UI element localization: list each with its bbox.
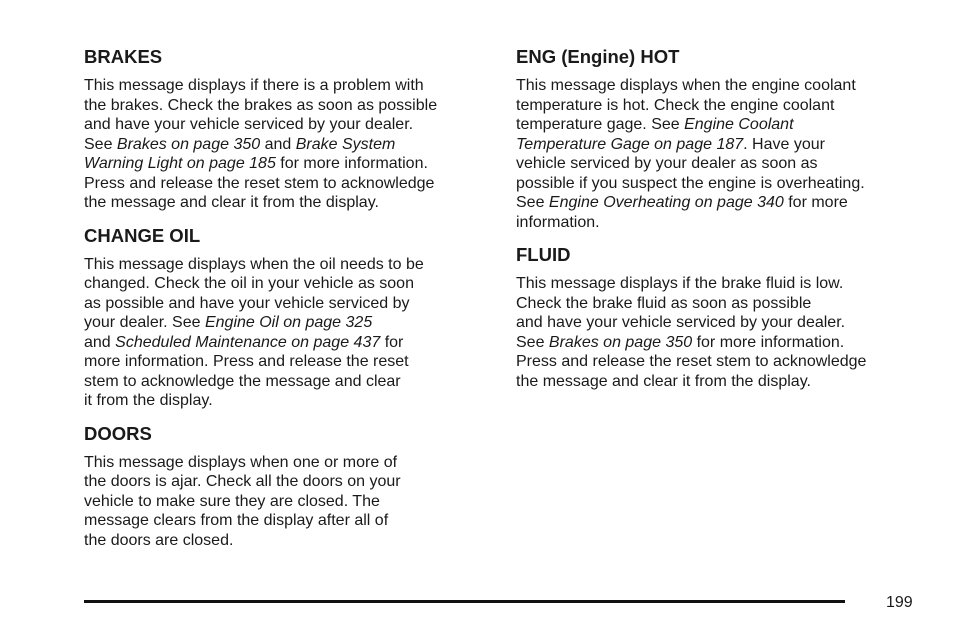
text-run: . Have your: [743, 135, 825, 153]
text-line: Press and release the reset stem to acknowledge: [84, 174, 435, 192]
text-line: the brakes. Check the brakes as soon as possible: [84, 96, 438, 114]
text-line: Press and release the reset stem to acknowledge: [516, 353, 867, 370]
footer-rule: [84, 600, 845, 603]
text-line: [84, 154, 494, 174]
text-line: This message displays when one or more of: [84, 453, 398, 471]
cross-reference: Engine Oil on page 325: [204, 314, 373, 331]
section-title-fluid: FLUID: [516, 244, 571, 265]
text-line: Check the brake fluid as soon as possible: [516, 294, 812, 312]
text-line: This message displays if the brake fluid is low.: [516, 275, 844, 292]
text-line: [516, 135, 926, 155]
section-body-eng-hot: [516, 76, 926, 232]
text-line: [516, 333, 926, 353]
cross-reference: Brakes on page 350: [116, 135, 261, 153]
text-run: temperature gage. See: [516, 116, 685, 133]
section-fluid: [516, 244, 926, 391]
text-run: for: [380, 333, 404, 351]
text-run: See: [84, 135, 117, 153]
text-run: See: [516, 333, 549, 351]
section-doors: [84, 423, 494, 551]
text-run: your dealer. See: [84, 314, 205, 331]
text-line: [84, 135, 494, 155]
cross-reference: Engine Coolant: [684, 116, 794, 133]
text-line: This message displays if there is a problem with: [84, 77, 424, 94]
section-title-doors: DOORS: [84, 422, 152, 444]
text-line: This message displays when the engine coolant: [516, 77, 856, 94]
text-run: for more information.: [692, 333, 845, 351]
section-brakes: [84, 46, 494, 213]
text-run: for more: [783, 194, 848, 211]
text-line: [84, 333, 494, 353]
section-body-brakes: [84, 76, 494, 213]
text-line: possible if you suspect the engine is overheating.: [516, 174, 865, 192]
text-line: changed. Check the oil in your vehicle as soon: [84, 275, 414, 292]
text-line: and have your vehicle serviced by your dealer.: [516, 314, 846, 331]
text-line: the message and clear it from the display.: [516, 372, 811, 390]
section-eng-hot: [516, 46, 926, 232]
text-line: temperature is hot. Check the engine coolant: [516, 96, 835, 114]
cross-reference: Scheduled Maintenance on page 437: [115, 333, 381, 351]
text-line: This message displays when the oil needs to be: [84, 255, 424, 273]
text-line: the doors is ajar. Check all the doors on your: [84, 473, 401, 490]
section-title-eng-hot: ENG (Engine) HOT: [516, 46, 680, 67]
text-line: [516, 115, 926, 135]
text-line: as possible and have your vehicle serviced by: [84, 294, 410, 312]
cross-reference: Engine Overheating on page 340: [548, 194, 784, 211]
cross-reference: Temperature Gage on page 187: [516, 135, 744, 153]
text-line: stem to acknowledge the message and clear: [84, 372, 401, 390]
text-line: information.: [516, 213, 600, 231]
text-line: [84, 313, 494, 333]
text-line: the doors are closed.: [84, 531, 234, 549]
cross-reference: Brake System: [295, 135, 396, 153]
text-line: vehicle to make sure they are closed. The: [84, 492, 380, 510]
text-run: and: [84, 333, 116, 351]
section-change-oil: [84, 225, 494, 411]
page-number: 199: [886, 594, 913, 611]
text-line: more information. Press and release the reset: [84, 353, 409, 370]
text-line: and have your vehicle serviced by your dealer.: [84, 116, 414, 133]
right-column: [516, 46, 926, 403]
text-line: vehicle serviced by your dealer as soon as: [516, 155, 818, 172]
section-body-fluid: [516, 274, 926, 391]
cross-reference: Warning Light on page 185: [84, 155, 276, 172]
left-column: [84, 46, 494, 562]
cross-reference: Brakes on page 350: [548, 333, 693, 351]
text-line: it from the display.: [84, 392, 213, 409]
text-run: for more information.: [275, 155, 428, 172]
section-body-change-oil: [84, 255, 494, 411]
text-line: the message and clear it from the display.: [84, 194, 379, 211]
text-line: [516, 193, 926, 213]
section-title-brakes: BRAKES: [84, 46, 163, 67]
text-run: and: [260, 135, 296, 153]
text-run: See: [516, 194, 549, 211]
text-line: message clears from the display after all of: [84, 512, 389, 529]
section-title-change-oil: CHANGE OIL: [84, 224, 201, 246]
section-body-doors: [84, 453, 494, 551]
